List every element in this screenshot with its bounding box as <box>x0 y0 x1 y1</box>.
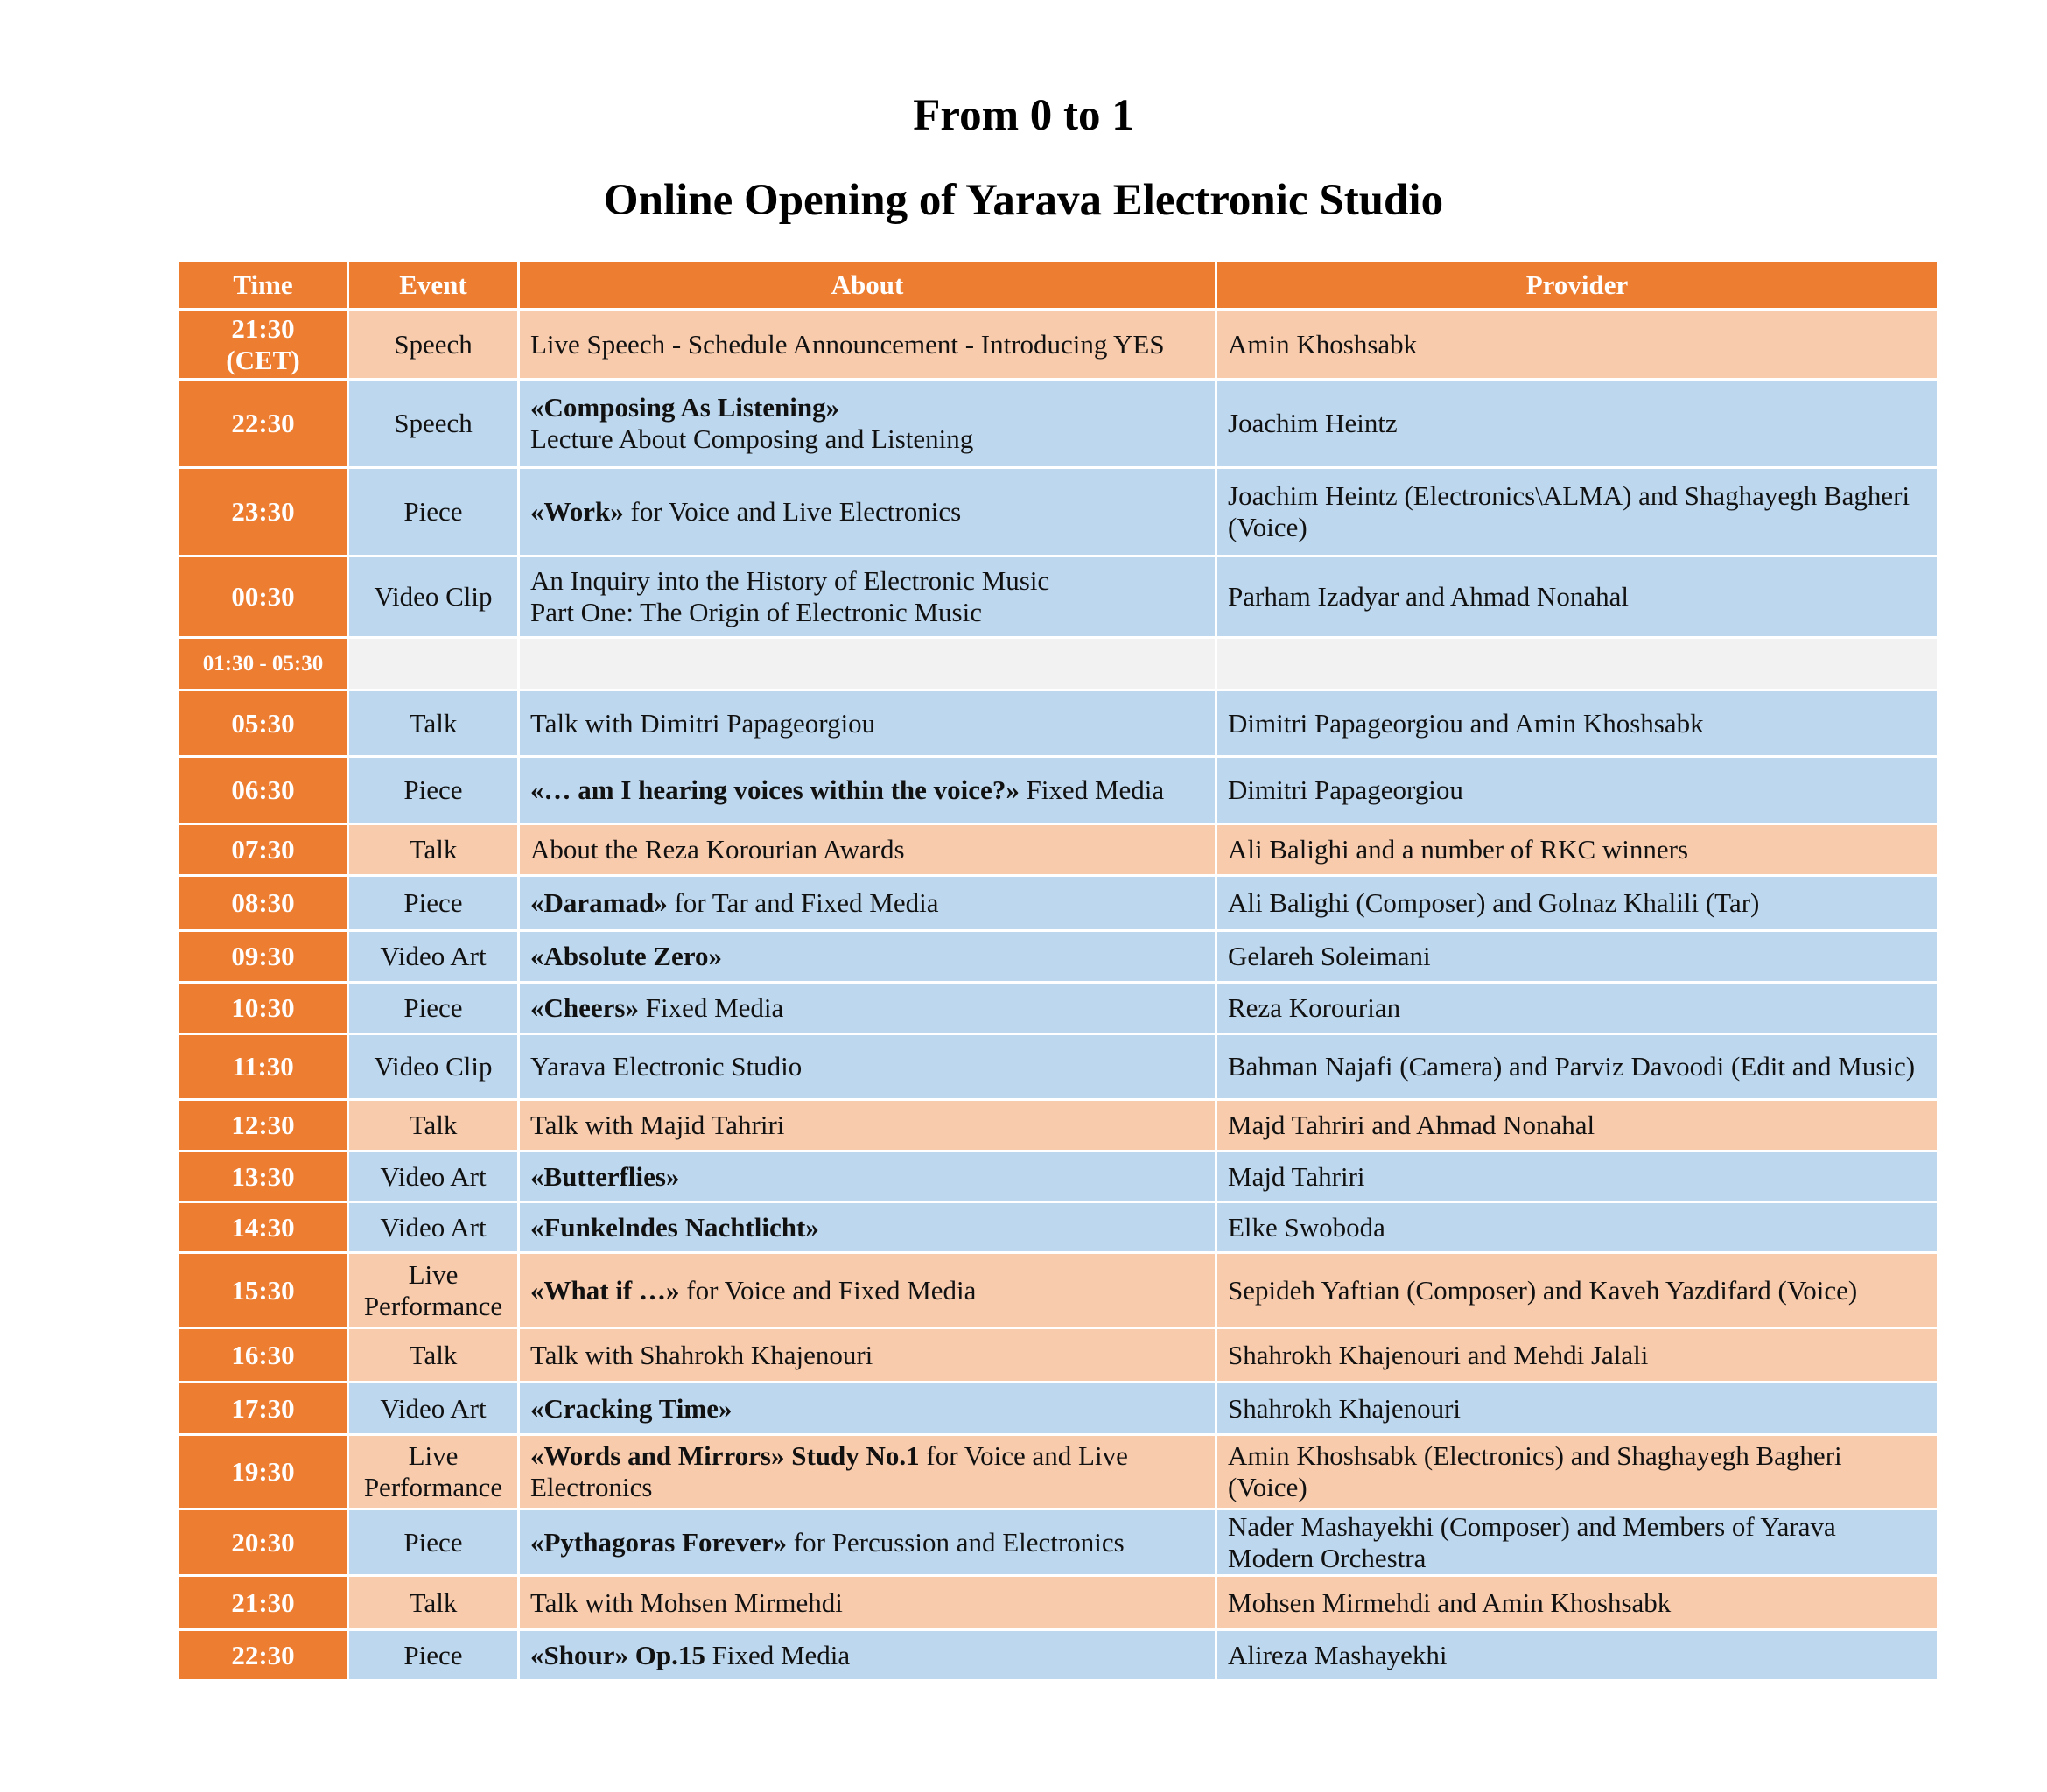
header-event: Event <box>348 261 519 310</box>
event-cell: Talk <box>348 1576 519 1630</box>
provider-cell: Amin Khoshsabk (Electronics) and Shaghayegh Bagheri (Voice) <box>1216 1435 1938 1509</box>
table-row <box>179 690 1938 757</box>
document-subtitle: Online Opening of Yarava Electronic Studio <box>603 176 1444 225</box>
event-cell: Video Clip <box>348 1034 519 1100</box>
work-title: «Funkelndes Nachtlicht» <box>530 1211 819 1242</box>
provider-cell: Gelareh Soleimani <box>1216 931 1938 983</box>
about-cell <box>519 1152 1216 1202</box>
about-cell <box>519 1630 1216 1681</box>
work-title: «Cracking Time» <box>530 1392 733 1424</box>
time-cell: 07:30 <box>179 824 348 876</box>
event-line: Performance <box>363 1472 503 1502</box>
table-row <box>179 1435 1938 1509</box>
about-text: Live Speech - Schedule Announcement - Introducing YES <box>530 328 1165 360</box>
table-row <box>179 983 1938 1034</box>
event-line: Performance <box>363 1290 503 1321</box>
about-cell <box>519 876 1216 931</box>
about-cell <box>519 1382 1216 1435</box>
about-text: for Voice and Fixed Media <box>686 1274 977 1306</box>
time-cell: 16:30 <box>179 1328 348 1382</box>
event-cell: Speech <box>348 380 519 468</box>
event-cell: Piece <box>348 468 519 556</box>
about-text: Talk with Majid Tahriri <box>530 1110 785 1140</box>
time-cell: 20:30 <box>179 1509 348 1576</box>
table-row <box>179 1630 1938 1681</box>
about-text: for Voice and Live Electronics <box>530 1440 1128 1502</box>
time-cell: 09:30 <box>179 931 348 983</box>
work-title: «Butterflies» <box>530 1160 680 1192</box>
table-row <box>179 638 1938 690</box>
event-cell: Piece <box>348 876 519 931</box>
about-text: Lecture About Composing and Listening <box>530 424 974 454</box>
time-value: 21:30 <box>231 312 295 344</box>
about-text: for Tar and Fixed Media <box>674 887 939 918</box>
about-cell <box>519 983 1216 1034</box>
time-cell: 17:30 <box>179 1382 348 1435</box>
event-cell: Talk <box>348 690 519 757</box>
about-text: for Voice and Live Electronics <box>630 496 962 527</box>
table-row <box>179 1100 1938 1152</box>
time-cell: 22:30 <box>179 380 348 468</box>
about-cell <box>519 1509 1216 1576</box>
table-row <box>179 931 1938 983</box>
about-cell <box>519 380 1216 468</box>
table-row <box>179 1328 1938 1382</box>
event-cell: Video Art <box>348 1152 519 1202</box>
table-row <box>179 1152 1938 1202</box>
provider-cell: Bahman Najafi (Camera) and Parviz Davoodi (Edit and Music) <box>1216 1034 1938 1100</box>
provider-cell: Shahrokh Khajenouri and Mehdi Jalali <box>1216 1328 1938 1382</box>
time-cell: 01:30 - 05:30 <box>179 638 348 690</box>
header-time: Time <box>179 261 348 310</box>
event-cell <box>348 638 519 690</box>
time-cell: 08:30 <box>179 876 348 931</box>
event-cell <box>348 1253 519 1328</box>
provider-cell: Alireza Mashayekhi <box>1216 1630 1938 1681</box>
provider-cell: Nader Mashayekhi (Composer) and Members of Yarava Modern Orchestra <box>1216 1509 1938 1576</box>
provider-cell: Ali Balighi (Composer) and Golnaz Khalili (Tar) <box>1216 876 1938 931</box>
table-row <box>179 310 1938 380</box>
work-title: «Absolute Zero» <box>530 941 723 971</box>
table-row <box>179 556 1938 638</box>
work-title: «Composing As Listening» <box>530 392 840 423</box>
event-cell: Video Art <box>348 931 519 983</box>
header-provider: Provider <box>1216 261 1938 310</box>
work-title: «Shour» Op.15 <box>530 1639 705 1670</box>
about-text: About the Reza Korourian Awards <box>530 834 905 864</box>
work-title: «Cheers» <box>530 992 639 1023</box>
table-row <box>179 757 1938 824</box>
provider-cell: Elke Swoboda <box>1216 1202 1938 1253</box>
time-cell: 19:30 <box>179 1435 348 1509</box>
table-row <box>179 1382 1938 1435</box>
event-cell: Video Art <box>348 1382 519 1435</box>
event-cell: Piece <box>348 757 519 824</box>
provider-cell: Majd Tahriri and Ahmad Nonahal <box>1216 1100 1938 1152</box>
table-row <box>179 876 1938 931</box>
document-title: From 0 to 1 <box>913 91 1134 140</box>
about-cell <box>519 1253 1216 1328</box>
provider-cell: Reza Korourian <box>1216 983 1938 1034</box>
event-line: Live <box>408 1440 459 1471</box>
event-cell: Video Clip <box>348 556 519 638</box>
table-row <box>179 1576 1938 1630</box>
about-cell <box>519 1202 1216 1253</box>
table-row <box>179 1509 1938 1576</box>
time-cell: 14:30 <box>179 1202 348 1253</box>
work-title: «… am I hearing voices within the voice?» <box>530 774 1020 805</box>
table-row <box>179 824 1938 876</box>
about-text: for Percussion and Electronics <box>793 1526 1125 1558</box>
about-text: Talk with Mohsen Mirmehdi <box>530 1586 843 1618</box>
table-row <box>179 1202 1938 1253</box>
time-cell: 05:30 <box>179 690 348 757</box>
about-cell <box>519 1435 1216 1509</box>
time-cell <box>179 310 348 380</box>
time-cell: 11:30 <box>179 1034 348 1100</box>
provider-cell <box>1216 638 1938 690</box>
work-title: «Pythagoras Forever» <box>530 1526 787 1558</box>
about-line: Part One: The Origin of Electronic Music <box>530 597 982 627</box>
provider-cell: Mohsen Mirmehdi and Amin Khoshsabk <box>1216 1576 1938 1630</box>
work-title: «Work» <box>530 496 624 527</box>
provider-cell: Dimitri Papageorgiou <box>1216 757 1938 824</box>
provider-cell: Joachim Heintz <box>1216 380 1938 468</box>
provider-cell: Amin Khoshsabk <box>1216 310 1938 380</box>
table-row <box>179 380 1938 468</box>
about-line: An Inquiry into the History of Electronic Music <box>530 565 1050 596</box>
time-cell: 23:30 <box>179 468 348 556</box>
provider-cell: Ali Balighi and a number of RKC winners <box>1216 824 1938 876</box>
provider-cell: Dimitri Papageorgiou and Amin Khoshsabk <box>1216 690 1938 757</box>
time-cell: 06:30 <box>179 757 348 824</box>
event-line: Live <box>408 1258 459 1290</box>
about-cell <box>519 1034 1216 1100</box>
provider-cell: Joachim Heintz (Electronics\ALMA) and Shaghayegh Bagheri (Voice) <box>1216 468 1938 556</box>
event-cell <box>348 1435 519 1509</box>
about-cell <box>519 638 1216 690</box>
about-cell <box>519 468 1216 556</box>
about-text: Yarava Electronic Studio <box>530 1051 803 1082</box>
table-row <box>179 1253 1938 1328</box>
event-cell: Talk <box>348 824 519 876</box>
work-title: «Daramad» <box>530 887 668 918</box>
about-cell <box>519 757 1216 824</box>
about-cell <box>519 690 1216 757</box>
about-text: Fixed Media <box>1026 774 1165 805</box>
event-cell: Talk <box>348 1328 519 1382</box>
about-text: Fixed Media <box>712 1639 851 1670</box>
time-cell: 12:30 <box>179 1100 348 1152</box>
work-title: «Words and Mirrors» Study No.1 <box>530 1440 920 1471</box>
about-text: Talk with Shahrokh Khajenouri <box>530 1339 873 1370</box>
about-text: Talk with Dimitri Papageorgiou <box>530 707 876 738</box>
event-cell: Piece <box>348 1630 519 1681</box>
time-cell: 13:30 <box>179 1152 348 1202</box>
table-row <box>179 468 1938 556</box>
about-cell <box>519 824 1216 876</box>
about-text: Fixed Media <box>645 992 784 1023</box>
header-about: About <box>519 261 1216 310</box>
schedule-table <box>177 259 1939 1682</box>
table-row <box>179 1034 1938 1100</box>
about-cell <box>519 310 1216 380</box>
about-cell <box>519 931 1216 983</box>
event-cell: Piece <box>348 1509 519 1576</box>
provider-cell: Shahrokh Khajenouri <box>1216 1382 1938 1435</box>
about-cell <box>519 556 1216 638</box>
event-cell: Video Art <box>348 1202 519 1253</box>
time-cell: 22:30 <box>179 1630 348 1681</box>
provider-cell: Majd Tahriri <box>1216 1152 1938 1202</box>
time-cell: 15:30 <box>179 1253 348 1328</box>
work-title: «What if …» <box>530 1274 680 1306</box>
time-cell: 10:30 <box>179 983 348 1034</box>
timezone-note: (CET) <box>226 344 300 375</box>
event-cell: Speech <box>348 310 519 380</box>
event-cell: Piece <box>348 983 519 1034</box>
time-cell: 21:30 <box>179 1576 348 1630</box>
about-cell <box>519 1328 1216 1382</box>
time-cell: 00:30 <box>179 556 348 638</box>
provider-cell: Parham Izadyar and Ahmad Nonahal <box>1216 556 1938 638</box>
about-cell <box>519 1576 1216 1630</box>
about-cell <box>519 1100 1216 1152</box>
provider-cell: Sepideh Yaftian (Composer) and Kaveh Yazdifard (Voice) <box>1216 1253 1938 1328</box>
header-row <box>179 261 1938 310</box>
event-cell: Talk <box>348 1100 519 1152</box>
